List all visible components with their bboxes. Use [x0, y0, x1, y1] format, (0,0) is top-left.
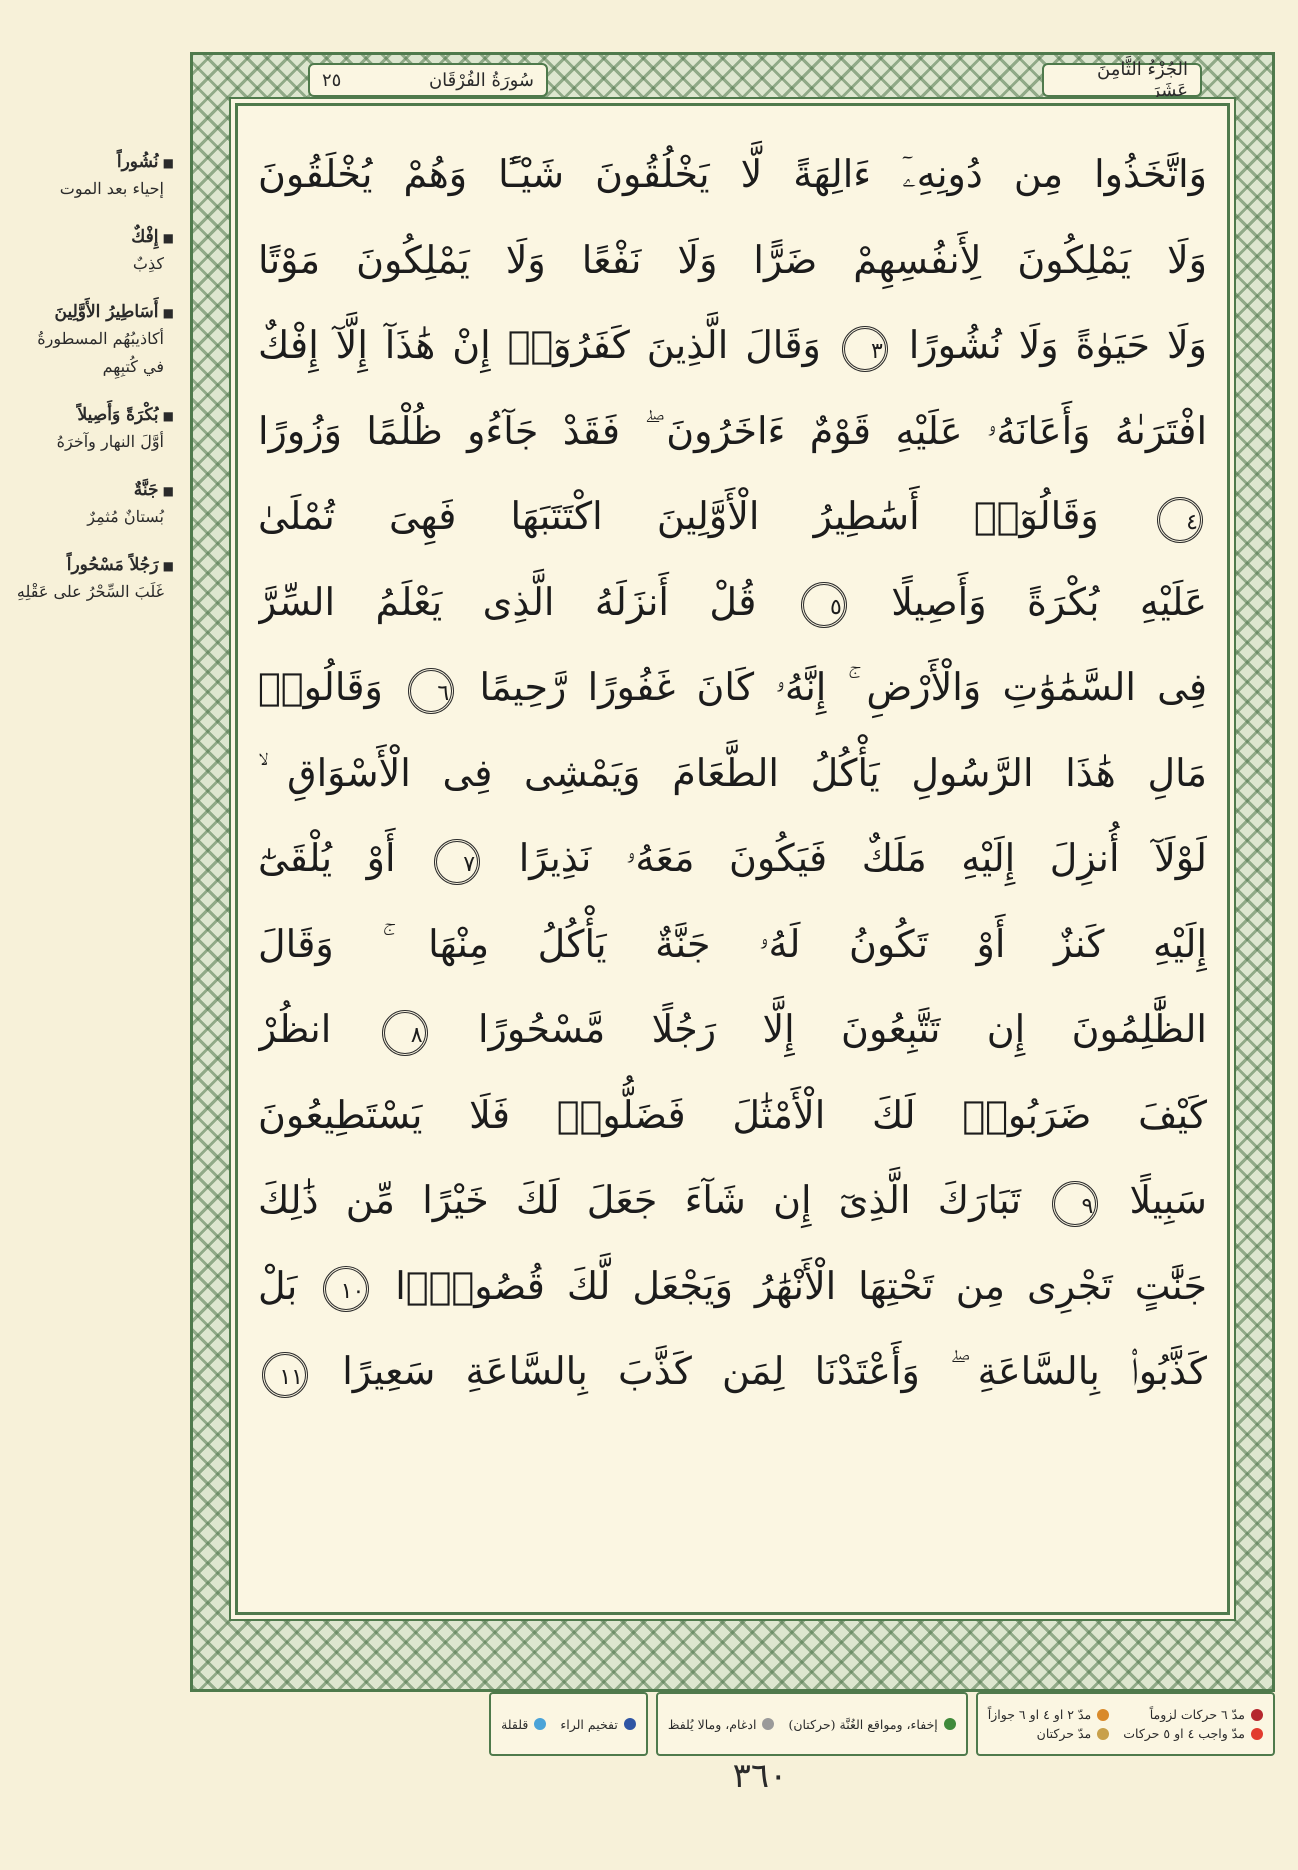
legend-item — [501, 1717, 546, 1732]
page-number: ٣٦٠ — [732, 1756, 788, 1796]
glossary-meaning: كذِبٌ — [132, 254, 164, 273]
glossary-entry — [14, 553, 174, 606]
color-dot-icon — [1251, 1709, 1263, 1721]
juz-header — [1042, 59, 1202, 101]
verse-line — [258, 902, 1207, 988]
glossary-entry — [14, 225, 174, 278]
glossary-word: ■ بُكْرَةً وَأَصِيلاً — [14, 403, 174, 428]
glossary-word: ■ نُشُوراً — [14, 150, 174, 175]
verse-text: عَلَيْهِ بُكْرَةً وَأَصِيلًا — [891, 579, 1207, 624]
legend-panel-madd — [976, 1692, 1275, 1756]
ayah-number-marker: ٤ — [1157, 497, 1203, 543]
verse-text: وَقَالُوٓا۟ أَسَٰطِيرُ الْأَوَّلِينَ اكْتَتَبَهَا فَهِىَ تُمْلَىٰ — [258, 494, 1099, 538]
legend-item — [560, 1717, 635, 1732]
verse-text: كَذَّبُوا۟ بِالسَّاعَةِ ۖ وَأَعْتَدْنَا لِمَن كَذَّبَ بِالسَّاعَةِ سَعِيرًا — [342, 1349, 1207, 1393]
verse-text: فِى السَّمَٰوَٰتِ وَالْأَرْضِ ۚ إِنَّهُۥ كَانَ غَفُورًا رَّحِيمًا — [479, 665, 1207, 709]
legend-item — [788, 1717, 955, 1732]
color-dot-icon — [624, 1718, 636, 1730]
surah-label: سُورَةُ الفُرْقَان — [428, 69, 534, 91]
legend-panel-tafkheem — [489, 1692, 648, 1756]
glossary-entry — [14, 403, 174, 456]
legend-item — [1123, 1726, 1263, 1741]
glossary-meaning: غَلَبَ السِّحْرُ على عَقْلِهِ — [16, 582, 164, 601]
verse-line — [258, 218, 1207, 304]
verse-text: أَوْ يُلْقَىٰٓ — [258, 836, 396, 880]
glossary-meaning: أوَّلَ النهار وآخرَهُ — [56, 432, 164, 451]
surah-header — [308, 63, 548, 97]
legend-label: إخفاء، ومواقع الغُنَّة (حركتان) — [788, 1716, 938, 1732]
ayah-number-marker: ٨ — [382, 1010, 428, 1056]
verse-line — [258, 1329, 1207, 1415]
verse-text: إِلَيْهِ كَنزٌ أَوْ تَكُونُ لَهُۥ جَنَّةٌ يَأْكُلُ مِنْهَا ۚ وَقَالَ — [258, 921, 1207, 966]
verse-line — [258, 474, 1207, 560]
verse-text: جَنَّٰتٍ تَجْرِى مِن تَحْتِهَا الْأَنْهَٰرُ وَيَجْعَل لَّكَ قُصُورًۢا — [395, 1263, 1207, 1308]
legend-item — [668, 1717, 775, 1732]
ayah-number-marker: ٩ — [1052, 1181, 1098, 1227]
glossary-word: ■ جَنَّةٌ — [14, 478, 174, 503]
legend-label: مدّ حركتان — [1036, 1726, 1092, 1741]
glossary-meaning: بُستانٌ مُثمِرٌ — [87, 507, 164, 526]
verse-line — [258, 1073, 1207, 1159]
color-dot-icon — [762, 1718, 774, 1730]
legend-label: ادغام، ومالا يُلفظ — [667, 1716, 757, 1732]
ayah-number-marker: ٣ — [842, 326, 888, 372]
color-dot-icon — [1251, 1728, 1263, 1740]
verse-text: وَلَا يَمْلِكُونَ لِأَنفُسِهِمْ ضَرًّا وَلَا نَفْعًا وَلَا يَمْلِكُونَ مَوْتًا — [258, 237, 1207, 282]
side-glossary — [14, 150, 174, 628]
glossary-word: ■ أَسَاطِيرُ الأَوَّلِينَ — [14, 300, 174, 325]
verse-text: تَبَارَكَ الَّذِىٓ إِن شَآءَ جَعَلَ لَكَ خَيْرًا مِّن ذَٰلِكَ — [258, 1178, 1022, 1222]
legend-label: مدّ ٦ حركات لزوماً — [1149, 1707, 1245, 1722]
verse-text: سَبِيلًا — [1129, 1178, 1207, 1222]
verse-line — [258, 560, 1207, 646]
verse-text: الظَّٰلِمُونَ إِن تَتَّبِعُونَ إِلَّا رَجُلًا مَّسْحُورًا — [477, 1007, 1207, 1051]
text-area — [235, 103, 1230, 1615]
legend-label: قلقلة — [501, 1716, 529, 1732]
ayah-number-marker: ٧ — [434, 839, 480, 885]
color-dot-icon — [944, 1718, 956, 1730]
ayah-number-marker: ١١ — [262, 1352, 308, 1398]
legend-item — [988, 1707, 1109, 1722]
color-dot-icon — [1097, 1709, 1109, 1721]
verse-lines — [258, 132, 1207, 1415]
glossary-entry — [14, 150, 174, 203]
ayah-number-marker: ٦ — [408, 668, 454, 714]
verse-text: وَقَالُوا۟ — [258, 665, 383, 709]
legend-label: مدّ واجب ٤ او ٥ حركات — [1123, 1726, 1245, 1741]
verse-line — [258, 389, 1207, 475]
glossary-entry — [14, 300, 174, 381]
ayah-number-marker: ٥ — [801, 582, 847, 628]
tajweed-legend — [190, 1692, 1275, 1756]
legend-item — [1123, 1707, 1263, 1722]
verse-line — [258, 1158, 1207, 1244]
verse-text: لَوْلَآ أُنزِلَ إِلَيْهِ مَلَكٌ فَيَكُونَ مَعَهُۥ نَذِيرًا — [518, 836, 1207, 880]
juz-label: الجُزْءُ الثَّامِنَ عَشَرَ — [1097, 59, 1188, 101]
verse-text: بَلْ — [258, 1263, 298, 1308]
glossary-entry — [14, 478, 174, 531]
verse-text: وَلَا حَيَوٰةً وَلَا نُشُورًا — [908, 323, 1207, 367]
color-dot-icon — [1097, 1728, 1109, 1740]
color-dot-icon — [534, 1718, 546, 1730]
legend-panel-ghunna — [656, 1692, 968, 1756]
ayah-number-marker: ١٠ — [323, 1266, 369, 1312]
surah-number: ٢٥ — [322, 69, 342, 91]
glossary-meaning: أكاذيبُهُم المسطورةُ في كُتبِهِم — [37, 329, 164, 376]
verse-text: وَاتَّخَذُوا مِن دُونِهِۦٓ ءَالِهَةً لَّا يَخْلُقُونَ شَيْـًٔا وَهُمْ يُخْلَقُونَ — [258, 152, 1207, 196]
verse-text: قُلْ أَنزَلَهُ الَّذِى يَعْلَمُ السِّرَّ — [258, 579, 757, 624]
verse-line — [258, 816, 1207, 902]
verse-text: كَيْفَ ضَرَبُوا۟ لَكَ الْأَمْثَٰلَ فَضَلُّوا۟ فَلَا يَسْتَطِيعُونَ — [258, 1092, 1207, 1137]
verse-line — [258, 132, 1207, 218]
verse-text: مَالِ هَٰذَا الرَّسُولِ يَأْكُلُ الطَّعَامَ وَيَمْشِى فِى الْأَسْوَاقِ ۙ — [258, 750, 1207, 795]
verse-line — [258, 987, 1207, 1073]
glossary-word: ■ إِفْكٌ — [14, 225, 174, 250]
verse-line — [258, 645, 1207, 731]
page-frame — [190, 52, 1275, 1692]
glossary-meaning: إحياء بعد الموت — [59, 179, 164, 198]
verse-text: انظُرْ — [258, 1007, 332, 1051]
verse-line — [258, 1244, 1207, 1330]
verse-line — [258, 303, 1207, 389]
glossary-word: ■ رَجُلاً مَسْحُوراً — [14, 553, 174, 578]
verse-line — [258, 731, 1207, 817]
verse-text: وَقَالَ الَّذِينَ كَفَرُوٓا۟ إِنْ هَٰذَآ إِلَّآ إِفْكٌ — [258, 323, 821, 367]
legend-label: مدّ ٢ او ٤ او ٦ جوازاً — [987, 1707, 1092, 1722]
legend-item — [988, 1726, 1109, 1741]
verse-text: افْتَرَىٰهُ وَأَعَانَهُۥ عَلَيْهِ قَوْمٌ ءَاخَرُونَ ۖ فَقَدْ جَآءُو ظُلْمًا وَزُورًا — [258, 408, 1207, 453]
legend-label: تفخيم الراء — [560, 1716, 618, 1732]
